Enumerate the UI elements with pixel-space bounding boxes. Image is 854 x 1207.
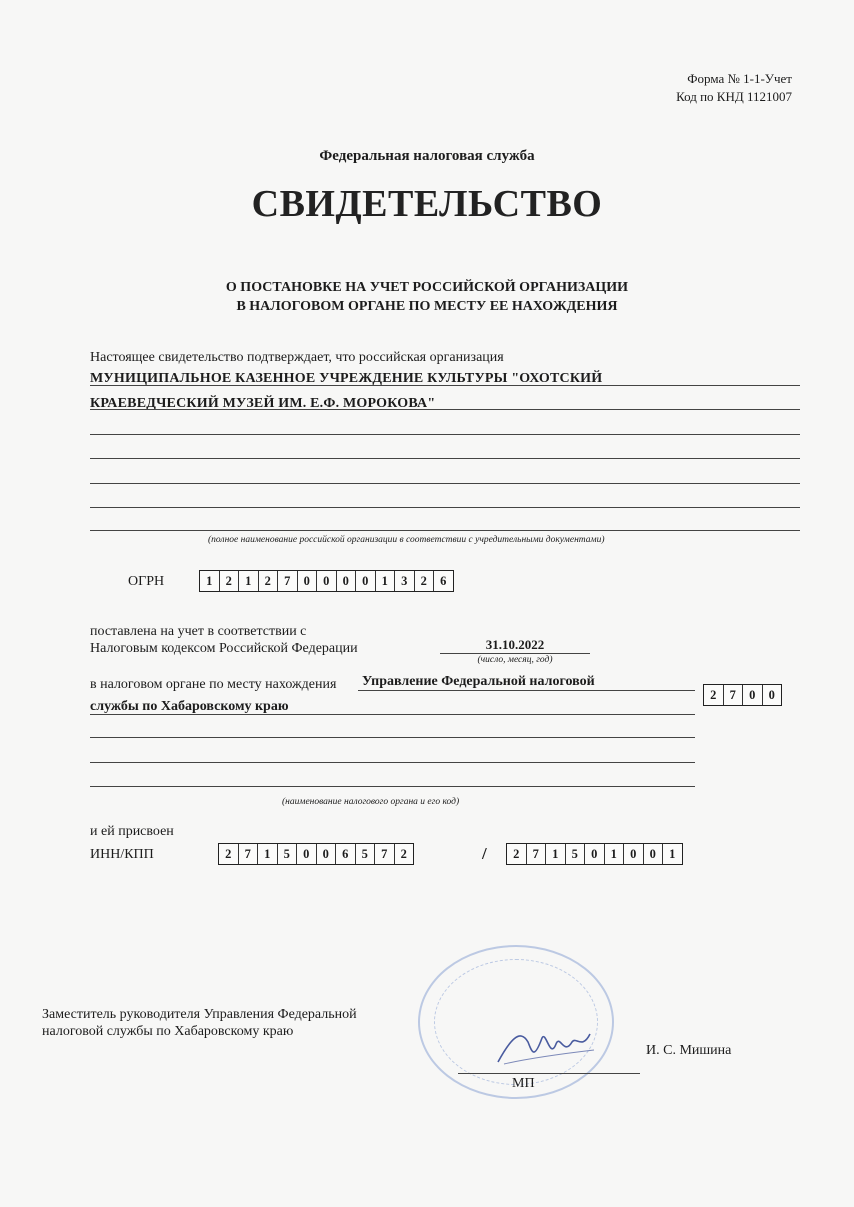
registration-date: 31.10.2022 [485, 637, 545, 652]
tax-authority-name-line-2: службы по Хабаровскому краю [90, 699, 289, 714]
digit-cell: 1 [258, 844, 278, 864]
digit-cell: 0 [317, 844, 337, 864]
digit-cell: 1 [546, 844, 566, 864]
tax-authority-code-cells [703, 684, 782, 706]
signer-name: И. С. Мишина [646, 1043, 732, 1058]
subtitle-line-2: В НАЛОГОВОМ ОРГАНЕ ПО МЕСТУ ЕЕ НАХОЖДЕНИЯ [236, 299, 618, 314]
underline [90, 434, 800, 435]
tax-authority-name-line-1: Управление Федеральной налоговой [362, 674, 595, 689]
digit-cell: 0 [337, 571, 357, 591]
signature-line [458, 1073, 640, 1074]
digit-cell: 7 [724, 685, 744, 705]
registration-text-line-1: поставлена на учет в соответствии с [90, 624, 307, 639]
digit-cell: 6 [440, 573, 447, 588]
document-subtitle [0, 278, 854, 316]
digit-cell: 1 [669, 846, 676, 861]
document-title: СВИДЕТЕЛЬСТВО [251, 183, 603, 225]
ogrn-label: ОГРН [128, 574, 165, 589]
digit-cell: 5 [278, 844, 298, 864]
underline [90, 483, 800, 484]
knd-code: Код по КНД 1121007 [676, 89, 792, 104]
digit-cell: 7 [239, 844, 259, 864]
underline [90, 762, 695, 763]
form-meta [676, 70, 792, 106]
organization-name-line-2: КРАЕВЕДЧЕСКИЙ МУЗЕЙ ИМ. Е.Ф. МОРОКОВА" [90, 396, 436, 411]
inn-kpp-label: ИНН/КПП [90, 847, 154, 862]
digit-cell: 1 [605, 844, 625, 864]
digit-cell: 7 [527, 844, 547, 864]
digit-cell: 5 [566, 844, 586, 864]
digit-cell: 3 [395, 571, 415, 591]
digit-cell: 2 [704, 685, 724, 705]
digit-cell: 0 [298, 571, 318, 591]
underline [90, 737, 695, 738]
digit-cell: 0 [743, 685, 763, 705]
underline [90, 409, 800, 410]
date-caption: (число, месяц, год) [477, 655, 553, 665]
underline [440, 653, 590, 654]
tax-authority-caption: (наименование налогового органа и его код) [282, 797, 460, 807]
registration-text-line-2: Налоговым кодексом Российской Федерации [90, 641, 358, 656]
tax-authority-intro: в налоговом органе по месту нахождения [90, 677, 337, 692]
digit-cell: 0 [768, 687, 775, 702]
digit-cell: 0 [356, 571, 376, 591]
digit-cell: 1 [376, 571, 396, 591]
signer-position [42, 1006, 357, 1040]
inn-cells [218, 843, 414, 865]
underline [90, 507, 800, 508]
underline [90, 786, 695, 787]
digit-cell: 2 [507, 844, 527, 864]
digit-cell: 1 [200, 571, 220, 591]
digit-cell: 0 [624, 844, 644, 864]
underline [90, 458, 800, 459]
assigned-text: и ей присвоен [90, 824, 174, 839]
form-number: Форма № 1-1-Учет [687, 71, 792, 86]
digit-cell: 2 [220, 571, 240, 591]
digit-cell: 2 [219, 844, 239, 864]
digit-cell: 7 [375, 844, 395, 864]
signer-position-line-2: налоговой службы по Хабаровскому краю [42, 1024, 294, 1039]
organization-name-line-1: МУНИЦИПАЛЬНОЕ КАЗЕННОЕ УЧРЕЖДЕНИЕ КУЛЬТУРЫ "ОХОТСКИЙ [90, 371, 603, 386]
digit-cell: 6 [336, 844, 356, 864]
inn-kpp-separator: / [482, 844, 487, 863]
organization-caption: (полное наименование российской организации в соответствии с учредительными документами) [208, 535, 605, 545]
ogrn-cells [199, 570, 454, 592]
kpp-cells [506, 843, 683, 865]
underline [90, 530, 800, 531]
underline [358, 690, 695, 691]
digit-cell: 2 [259, 571, 279, 591]
underline [90, 385, 800, 386]
digit-cell: 5 [356, 844, 376, 864]
digit-cell: 7 [278, 571, 298, 591]
organization-intro: Настоящее свидетельство подтверждает, что российская организация [90, 350, 504, 365]
service-name: Федеральная налоговая служба [319, 148, 535, 164]
handwritten-signature-icon [490, 1020, 600, 1075]
underline [90, 714, 695, 715]
digit-cell: 0 [644, 844, 664, 864]
signer-position-line-1: Заместитель руководителя Управления Федеральной [42, 1007, 357, 1022]
digit-cell: 0 [297, 844, 317, 864]
digit-cell: 0 [585, 844, 605, 864]
digit-cell: 2 [415, 571, 435, 591]
digit-cell: 0 [317, 571, 337, 591]
digit-cell: 2 [400, 846, 407, 861]
stamp-label: МП [512, 1076, 535, 1091]
subtitle-line-1: О ПОСТАНОВКЕ НА УЧЕТ РОССИЙСКОЙ ОРГАНИЗАЦИИ [225, 280, 629, 295]
digit-cell: 1 [239, 571, 259, 591]
